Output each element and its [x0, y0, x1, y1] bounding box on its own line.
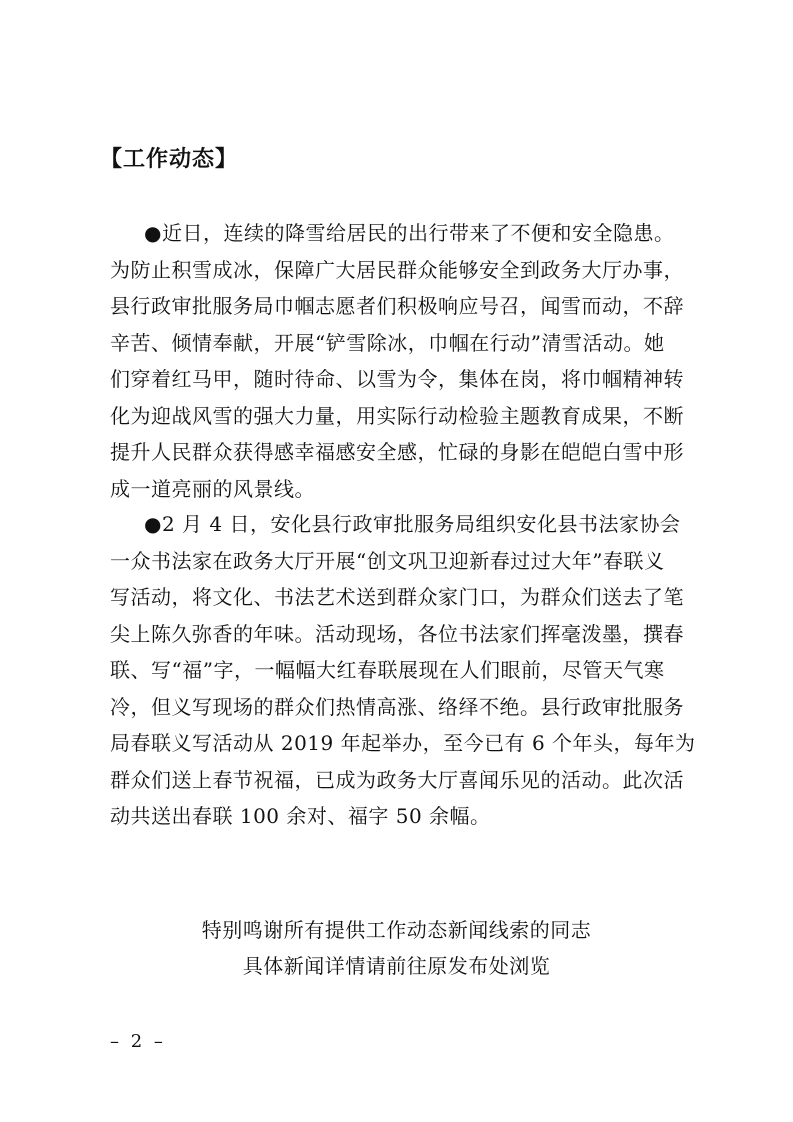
paragraph-line: ●2 月 4 日，安化县行政审批服务局组织安化县书法家协会	[144, 512, 681, 536]
paragraph-line: 动共送出春联 100 余对、福字 50 余幅。	[110, 804, 491, 828]
paragraph-line: 为防止积雪成冰，保障广大居民群众能够安全到政务大厅办事，	[110, 257, 684, 282]
news-paragraph-snow-clearing	[110, 215, 700, 507]
paragraph-line: 联、写“福”字，一幅幅大红春联展现在人们眼前，尽管天气寒	[110, 658, 665, 682]
paragraph-line: 群众们送上春节祝福，已成为政务大厅喜闻乐见的活动。此次活	[110, 767, 684, 792]
acknowledgement-note: 特别鸣谢所有提供工作动态新闻线索的同志	[201, 918, 592, 942]
paragraph-line: 一众书法家在政务大厅开展“创文巩卫迎新春过过大年”春联义	[110, 548, 665, 573]
paragraph-line: 尖上陈久弥香的年味。活动现场，各位书法家们挥毫泼墨，撰春	[110, 621, 684, 646]
paragraph-line: 写活动，将文化、书法艺术送到群众家门口，为群众们送去了笔	[110, 585, 684, 609]
news-paragraph-spring-couplets	[110, 506, 700, 835]
paragraph-line: 辛苦、倾情奉献，开展“铲雪除冰，巾帼在行动”清雪活动。她	[110, 330, 665, 355]
view-original-note: 具体新闻详情请前往原发布处浏览	[242, 954, 551, 978]
page-number: – 2 –	[110, 1031, 166, 1052]
paragraph-line: 冷，但义写现场的群众们热情高涨、络绎不绝。县行政审批服务	[110, 694, 684, 719]
paragraph-line: 成一道亮丽的风景线。	[110, 476, 315, 501]
paragraph-line: ●近日，连续的降雪给居民的出行带来了不便和安全隐患。	[144, 221, 675, 245]
paragraph-line: 们穿着红马甲，随时待命、以雪为令，集体在岗，将巾帼精神转	[110, 367, 684, 391]
paragraph-line: 提升人民群众获得感幸福感安全感，忙碌的身影在皑皑白雪中形	[110, 440, 684, 464]
section-title: 【工作动态】	[100, 147, 239, 172]
paragraph-line: 化为迎战风雪的强大力量，用实际行动检验主题教育成果，不断	[110, 403, 684, 428]
paragraph-line: 县行政审批服务局巾帼志愿者们积极响应号召，闻雪而动，不辞	[110, 294, 684, 318]
paragraph-line: 局春联义写活动从 2019 年起举办，至今已有 6 个年头，每年为	[110, 731, 696, 755]
